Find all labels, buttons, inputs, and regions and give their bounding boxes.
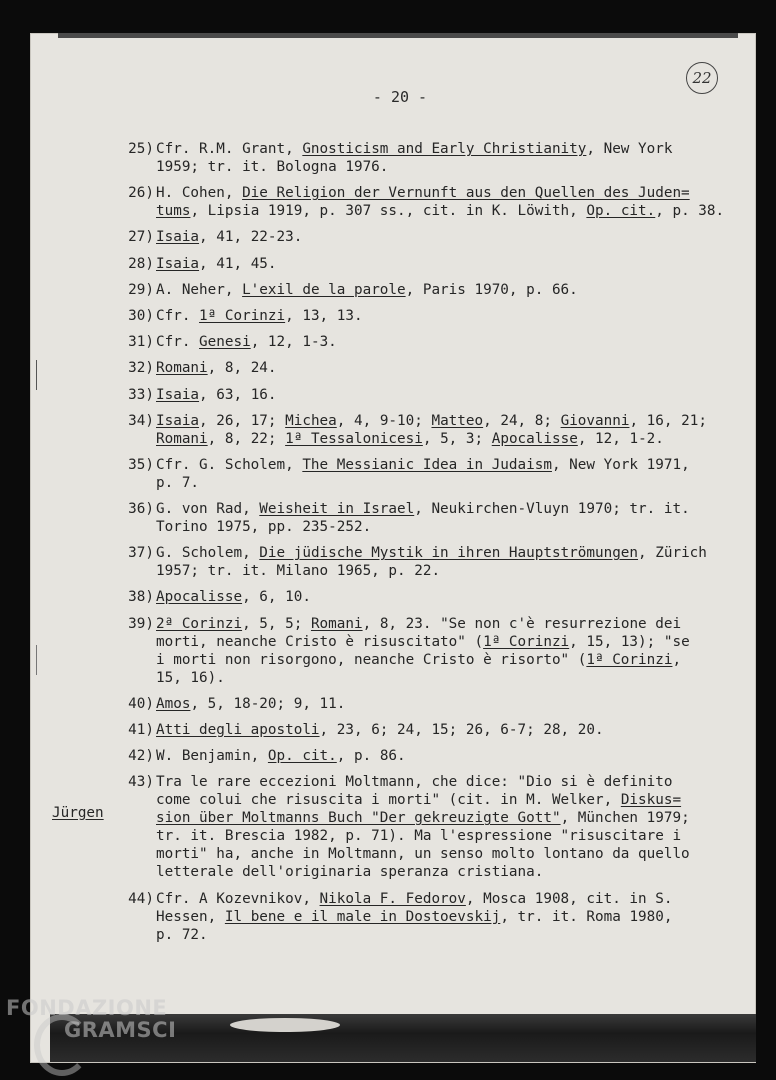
footnote-number: 41) [128,722,154,738]
footnote-item [108,386,753,404]
underlined-title: Atti degli apostoli [156,722,320,738]
footnote-text [154,281,753,299]
underlined-title: Giovanni [560,412,630,429]
citation-text: , München 1979; tr. it. Brescia 1982, p. 71). Ma l'espressione "risuscitare i morti" ha, anche in Moltmann, un senso molto lontano da quello letterale dell'originaria speranza cristiana. [156,810,690,881]
footnote-item [108,544,753,580]
underlined-title: Amos [156,695,191,712]
footnote-number: 43) [128,774,154,791]
footnote-item [108,500,753,536]
citation-text: , 5, 5; [242,615,311,632]
footnote-number: 35) [128,456,154,473]
citation-text: , 41, 22-23. [199,229,303,246]
footnote-number: 27) [128,229,154,246]
footnote-text [154,386,753,404]
page-stamp: 22 [686,62,718,94]
underlined-title: 1ª Tessalonicesi [285,430,423,447]
footnote-item [108,333,753,351]
citation-text: , 6, 10. [242,589,311,606]
footnote-text [154,228,753,246]
footnote-item [108,140,753,176]
underlined-title: Apocalisse [491,430,578,447]
footnote-number: 31) [128,334,154,351]
underlined-title: Die Religion der Vernunft aus den Quellen des Juden= tums [156,185,690,220]
footnote-item [108,890,753,944]
underlined-title: Romani [156,430,208,447]
citation-text: , New York 1959; tr. it. Bologna 1976. [156,141,673,175]
underlined-title: Genesi [199,334,251,351]
citation-text: W. Benjamin, [156,748,268,765]
footnote-number: 37) [128,545,154,562]
citation-text: H. Cohen, [156,185,243,202]
citation-text: Cfr. G. Scholem, [156,456,303,473]
footnote-number: 32) [128,360,154,377]
footnote-item [108,773,753,881]
citation-text: , 63, 16. [199,386,277,403]
footnote-text [154,588,753,606]
citation-text: A. Neher, [156,281,243,298]
footnote-item [108,255,753,273]
citation-text: , 12, 1-3. [250,334,337,351]
watermark-line1: FONDAZIONE [6,996,168,1020]
citation-text: G. von Rad, [156,501,260,518]
underlined-title: Isaia [156,412,200,429]
footnote-text [154,255,753,273]
citation-text: , 4, 9-10; [336,412,432,429]
citation-text: Cfr. R.M. Grant, [156,141,303,157]
underlined-title: Michea [285,412,337,429]
margin-annotation: Jürgen [52,805,104,821]
footnote-text [154,773,753,881]
citation-text: , p. 86. [336,748,406,765]
footnote-item [108,615,753,687]
citation-text: , New York 1971, p. 7. [156,456,690,491]
footnote-number: 39) [128,615,154,632]
underlined-title: Romani [156,360,208,377]
citation-text: , 41, 45. [199,255,277,272]
footnote-number: 30) [128,307,154,324]
footnote-text [154,307,753,325]
underlined-title: Matteo [431,412,484,429]
footnote-text [154,184,753,220]
underlined-title: Die jüdische Mystik in ihren Hauptströmungen [259,545,639,562]
footnote-text [154,721,753,739]
margin-mark [36,360,37,390]
citation-text: , 5, 3; [422,430,492,447]
footnote-text [154,747,753,765]
underlined-title: 1ª Corinzi [586,651,673,668]
footnote-text [154,140,753,176]
footnote-text [154,359,753,377]
footnote-text [154,412,753,448]
citation-text: , p. 38. [655,203,725,220]
footnote-number: 36) [128,501,154,518]
citation-text: , 8, 22; [207,430,286,447]
paper-smudge [230,1018,340,1032]
footnote-item [108,281,753,299]
citation-text: , 13, 13. [285,307,363,324]
underlined-title: Weisheit in Israel [259,501,415,518]
underlined-title: Gnosticism and Early Christianity [302,141,587,157]
footnote-text [154,544,753,580]
footnote-item [108,456,753,492]
watermark-logo [6,996,206,1076]
underlined-title: Diskus= sion über Moltmanns Buch "Der gekreuzigte Gott" [156,792,682,827]
citation-text: , 8, 24. [207,360,277,377]
citation-text: Tra le rare eccezioni Moltmann, che dice: "Dio si è definito come colui che risuscita i morti" (cit. in M. Welker, [156,774,673,809]
underlined-title: The Messianic Idea in Judaism [302,456,552,473]
citation-text: , 23, 6; 24, 15; 26, 6-7; 28, 20. [319,722,604,738]
underlined-title: Op. cit. [586,203,656,220]
citation-text: , 12, 1-2. [577,430,664,447]
footnote-item [108,747,753,765]
footnote-number: 29) [128,281,154,298]
underlined-title: Apocalisse [156,589,243,606]
footnote-number: 26) [128,185,154,202]
footnote-item [108,721,753,739]
citation-text: , 26, 17; [199,412,286,429]
page-number: - 20 - [372,88,428,106]
citation-text: , Zürich 1957; tr. it. Milano 1965, p. 22. [156,545,707,580]
footnote-text [154,333,753,351]
margin-mark [36,645,37,675]
citation-text: , 5, 18-20; 9, 11. [190,695,346,712]
footnote-item [108,695,753,713]
footnote-number: 40) [128,695,154,712]
watermark-line2: GRAMSCI [64,1018,177,1042]
footnote-number: 33) [128,386,154,403]
footnote-number: 38) [128,589,154,606]
underlined-title: 2ª Corinzi [156,615,243,632]
underlined-title: Il bene e il male in Dostoevskij [224,908,501,925]
footnote-item [108,412,753,448]
footnote-item [108,184,753,220]
footnote-item [108,359,753,377]
underlined-title: Isaia [156,386,200,403]
citation-text: , 15, 13); "se i morti non risorgono, neanche Cristo è risorto" ( [156,633,690,668]
underlined-title: Isaia [156,229,200,246]
footnote-number: 42) [128,748,154,765]
footnote-item [108,228,753,246]
underlined-title: Isaia [156,255,200,272]
footnote-text [154,695,753,713]
citation-text: , tr. it. Roma 1980, p. 72. [156,908,673,943]
citation-text: , Paris 1970, p. 66. [405,281,578,298]
citation-text: , Neukirchen-Vluyn 1970; tr. it. Torino 1975, pp. 235-252. [156,501,690,536]
footnotes-list [108,140,753,952]
underlined-title: Op. cit. [267,748,337,765]
citation-text: , Mosca 1908, cit. in S. Hessen, [156,890,673,925]
citation-text: , 24, 8; [483,412,561,429]
footnote-number: 28) [128,255,154,272]
citation-text: , Lipsia 1919, p. 307 ss., cit. in K. Löwith, [190,203,587,220]
footnote-text [154,500,753,536]
footnote-item [108,588,753,606]
citation-text: G. Scholem, [156,545,260,562]
footnote-text [154,890,753,944]
underlined-title: Nikola F. Fedorov [319,890,466,907]
citation-text: , 8, 23. "Se non c'è resurrezione dei morti, neanche Cristo è risuscitato" ( [156,615,682,650]
underlined-title: 1ª Corinzi [199,307,286,324]
footnote-text [154,456,753,492]
underlined-title: L'exil de la parole [242,281,406,298]
footnote-number: 34) [128,412,154,429]
citation-text: , 16, 21; [629,412,707,429]
scan-top-edge [58,33,738,38]
citation-text: , 15, 16). [156,651,682,686]
underlined-title: Romani [310,615,363,632]
citation-text: Cfr. [156,307,200,324]
underlined-title: 1ª Corinzi [483,633,570,650]
footnote-number: 25) [128,141,154,157]
footnote-item [108,307,753,325]
citation-text: Cfr. [156,334,200,351]
citation-text: Cfr. A Kozevnikov, [156,890,320,907]
footnote-number: 44) [128,890,154,907]
footnote-text [154,615,753,687]
